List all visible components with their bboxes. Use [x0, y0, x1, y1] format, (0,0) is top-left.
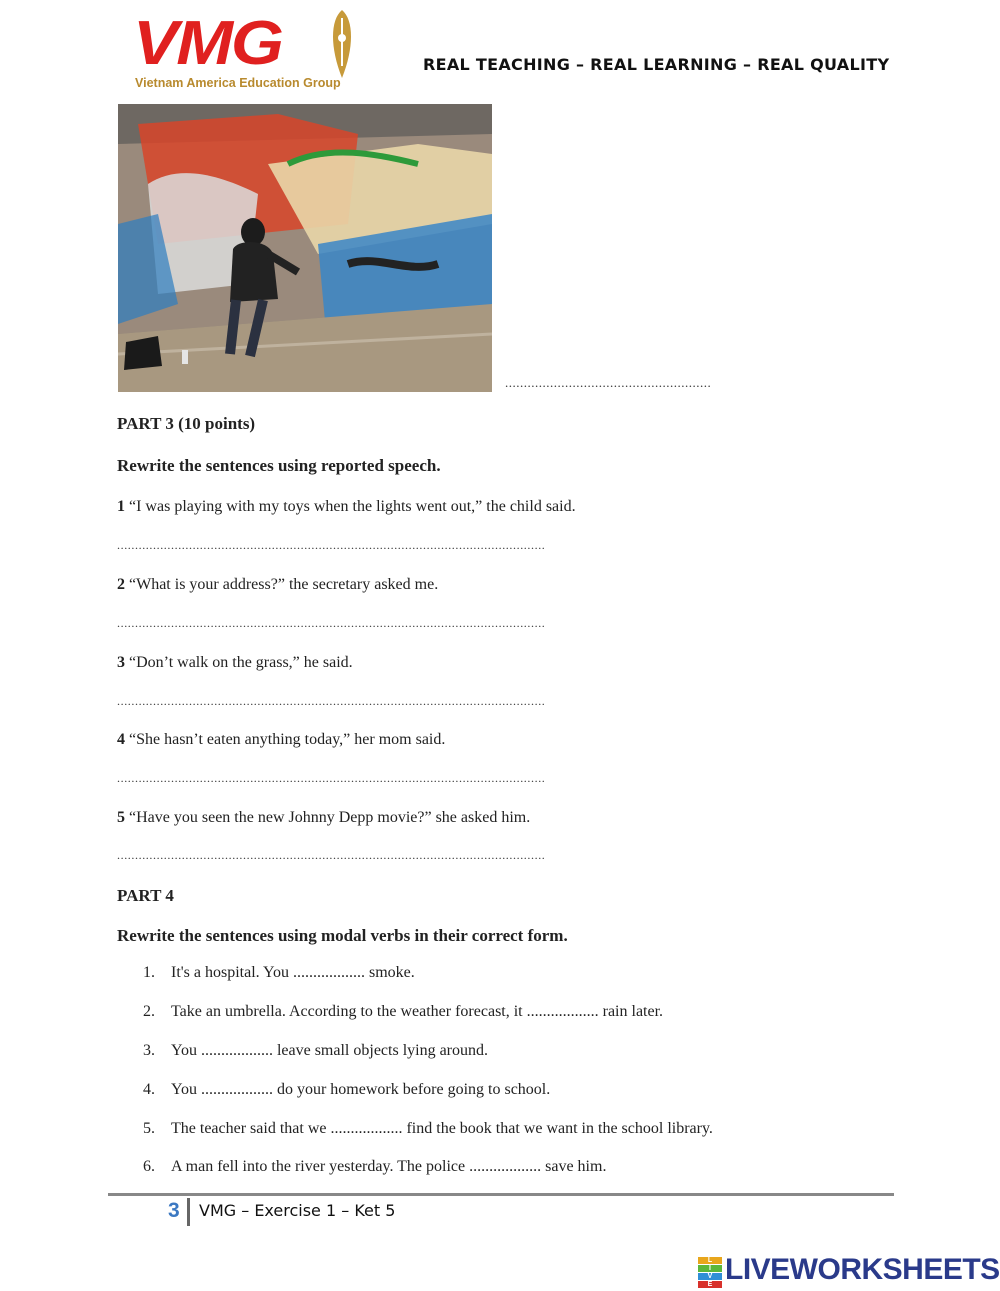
tagline: REAL TEACHING – REAL LEARNING – REAL QUALITY — [423, 55, 890, 74]
graffiti-photo — [118, 104, 492, 392]
liveworksheets-badge-icon: L I V E — [698, 1256, 722, 1284]
part4-item-4: 4. You .................. do your homework before going to school. — [143, 1081, 551, 1098]
footer-divider — [108, 1193, 894, 1196]
part4-item-6: 6. A man fell into the river yesterday. The police .................. save him. — [143, 1158, 607, 1175]
part3-question-3: 3 “Don’t walk on the grass,” he said. — [117, 654, 353, 671]
part3-answer-line-5[interactable]: ....................................................................................................................... — [117, 848, 546, 862]
part3-question-1: 1 “I was playing with my toys when the lights went out,” the child said. — [117, 498, 576, 515]
part3-answer-line-4[interactable]: ....................................................................................................................... — [117, 771, 546, 785]
part4-item-3: 3. You .................. leave small objects lying around. — [143, 1042, 489, 1059]
footer-separator — [187, 1198, 190, 1226]
part3-question-4: 4 “She hasn’t eaten anything today,” her mom said. — [117, 731, 446, 748]
vmg-logo — [128, 8, 360, 94]
part3-answer-line-3[interactable]: ....................................................................................................................... — [117, 694, 546, 708]
liveworksheets-text: LIVEWORKSHEETS — [725, 1253, 1000, 1286]
page-number: 3 — [168, 1199, 180, 1222]
logo-text: VMG — [133, 9, 282, 78]
logo-subtitle: Vietnam America Education Group — [135, 76, 341, 90]
part4-instruction: Rewrite the sentences using modal verbs in their correct form. — [117, 926, 568, 945]
part3-instruction: Rewrite the sentences using reported speech. — [117, 456, 441, 475]
photo-answer-line[interactable]: ....................................................... — [505, 375, 712, 390]
footer-title: VMG – Exercise 1 – Ket 5 — [199, 1201, 396, 1220]
part4-item-2: 2. Take an umbrella. According to the weather forecast, it .................. rain later. — [143, 1003, 664, 1020]
part4-item-1: 1. It's a hospital. You .................. smoke. — [143, 964, 415, 981]
part4-heading: PART 4 — [117, 886, 174, 905]
part4-item-5: 5. The teacher said that we .................. find the book that we want in the school library. — [143, 1120, 713, 1137]
part3-answer-line-1[interactable]: ....................................................................................................................... — [117, 538, 546, 552]
part3-heading: PART 3 (10 points) — [117, 414, 256, 433]
part3-answer-line-2[interactable]: ....................................................................................................................... — [117, 616, 546, 630]
part3-question-2: 2 “What is your address?” the secretary asked me. — [117, 576, 439, 593]
liveworksheets-logo[interactable] — [698, 1253, 1000, 1287]
part3-question-5: 5 “Have you seen the new Johnny Depp movie?” she asked him. — [117, 809, 531, 826]
pen-nib-icon — [326, 8, 358, 80]
